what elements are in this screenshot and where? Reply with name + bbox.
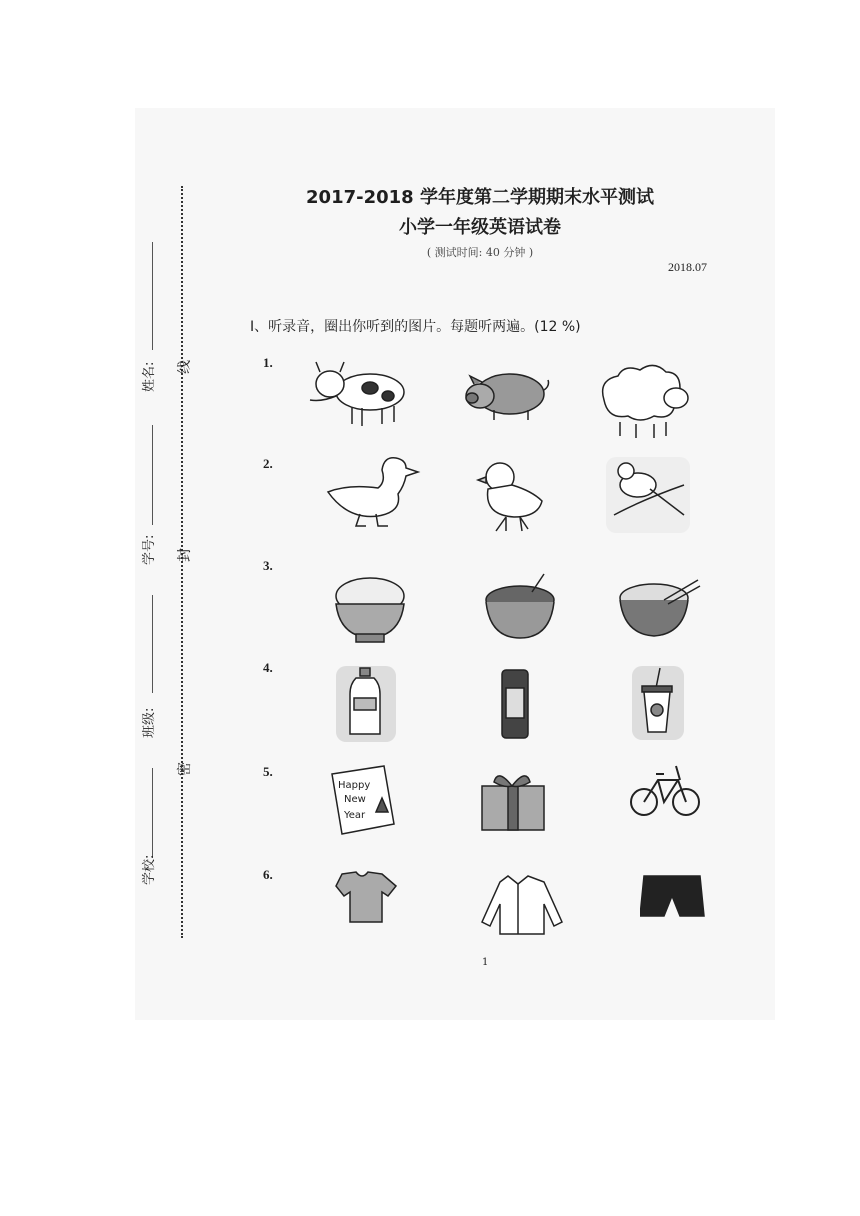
chick-picture[interactable] bbox=[460, 455, 570, 535]
duck-picture[interactable] bbox=[320, 452, 430, 532]
section1-instruction: Ⅰ、听录音，圈出你听到的图片。每题听两遍。(12 %) bbox=[250, 319, 581, 335]
question-number-2: 2. bbox=[263, 456, 273, 471]
binding-dotted-line bbox=[181, 186, 183, 938]
school-label: 学校: bbox=[142, 854, 157, 885]
water-bottle-picture[interactable] bbox=[336, 664, 446, 744]
exam-date: 2018.07 bbox=[668, 260, 707, 274]
test-duration: ( 测试时间: 40 分钟 ) bbox=[426, 246, 534, 259]
cola-can-picture[interactable] bbox=[496, 664, 606, 744]
gift-box-picture[interactable] bbox=[478, 766, 588, 846]
new-year-card-picture[interactable] bbox=[330, 764, 440, 844]
id-write-line bbox=[152, 425, 153, 525]
bird-picture[interactable] bbox=[604, 455, 714, 535]
t-shirt-picture[interactable] bbox=[328, 870, 438, 950]
school-write-line bbox=[152, 768, 153, 858]
shorts-picture[interactable] bbox=[640, 872, 750, 952]
seal-char-line: 线 bbox=[177, 360, 193, 374]
seal-char-seal: 封 bbox=[177, 548, 193, 562]
seal-char-secret: 密 bbox=[177, 762, 193, 776]
exam-title: 2017-2018 学年度第二学期期末水平测试 bbox=[306, 187, 654, 208]
cow-picture[interactable] bbox=[300, 352, 410, 432]
name-label: 姓名: bbox=[142, 361, 157, 392]
question-number-3: 3. bbox=[263, 558, 273, 573]
card-text-happy: Happy bbox=[338, 780, 371, 791]
student-id-label: 学号: bbox=[142, 534, 157, 565]
pig-picture[interactable] bbox=[448, 358, 558, 438]
exam-subject-title: 小学一年级英语试卷 bbox=[399, 217, 561, 238]
question-number-1: 1. bbox=[263, 355, 273, 370]
question-number-4: 4. bbox=[263, 660, 273, 675]
juice-cup-picture[interactable] bbox=[632, 662, 742, 742]
shirt-picture[interactable] bbox=[478, 870, 588, 950]
rice-bowl-picture[interactable] bbox=[330, 570, 440, 650]
name-write-line bbox=[152, 242, 153, 350]
sheep-picture[interactable] bbox=[590, 360, 700, 440]
card-text-year: Year bbox=[344, 810, 366, 821]
noodles-bowl-picture[interactable] bbox=[614, 574, 724, 654]
page-number: 1 bbox=[482, 957, 489, 968]
question-number-5: 5. bbox=[263, 764, 273, 779]
soup-bowl-picture[interactable] bbox=[480, 572, 590, 652]
question-number-6: 6. bbox=[263, 867, 273, 882]
class-label: 班级: bbox=[142, 707, 157, 738]
card-text-new: New bbox=[344, 794, 366, 805]
class-write-line bbox=[152, 595, 153, 693]
bicycle-picture[interactable] bbox=[628, 756, 738, 836]
